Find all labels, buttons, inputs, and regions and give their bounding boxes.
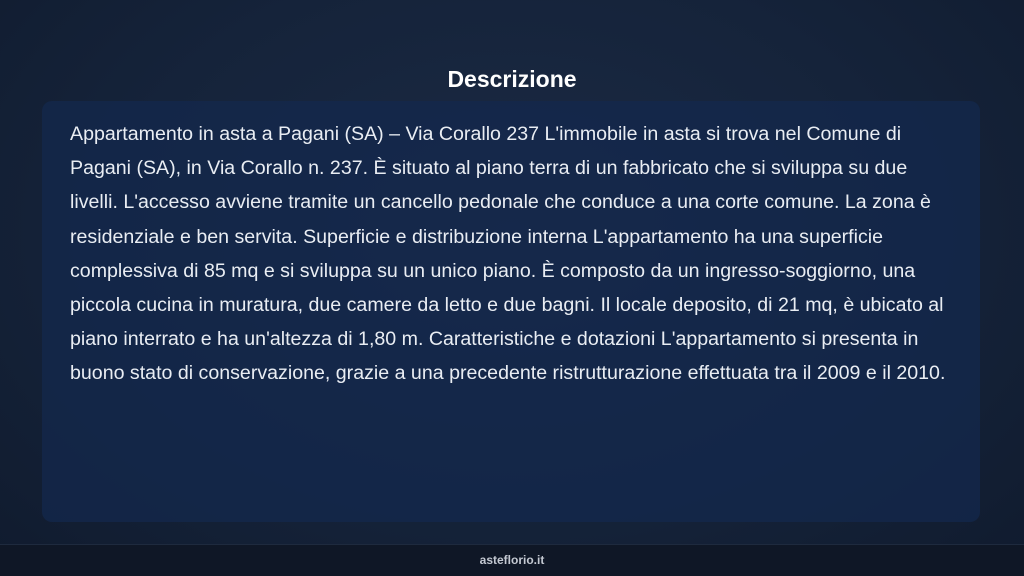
- description-card: [42, 101, 980, 522]
- footer-bar: [0, 544, 1024, 576]
- footer-brand: asteflorio.it: [479, 553, 545, 567]
- description-text: Appartamento in asta a Pagani (SA) – Via Corallo 237 L'immobile in asta si trova nel Comune di Pagani (SA), in Via Corallo n. 237. È situato al piano terra di un fabbricato che si sviluppa su due livelli. L'accesso avviene tramite un cancello pedonale che conduce a una corte comune. La zona è residenziale e ben servita. Superficie e distribuzione interna L'appartamento ha una superficie complessiva di 85 mq e si sviluppa su un unico piano. È composto da un ingresso-soggiorno, una piccola cucina in muratura, due camere da letto e due bagni. Il locale deposito, di 21 mq, è ubicato al piano interrato e ha un'altezza di 1,80 m. Caratteristiche e dotazioni L'appartamento si presenta in buono stato di conservazione, grazie a una precedente ristrutturazione effettuata tra il 2009 e il 2010.: [70, 123, 946, 385]
- page-title: Descrizione: [447, 66, 577, 93]
